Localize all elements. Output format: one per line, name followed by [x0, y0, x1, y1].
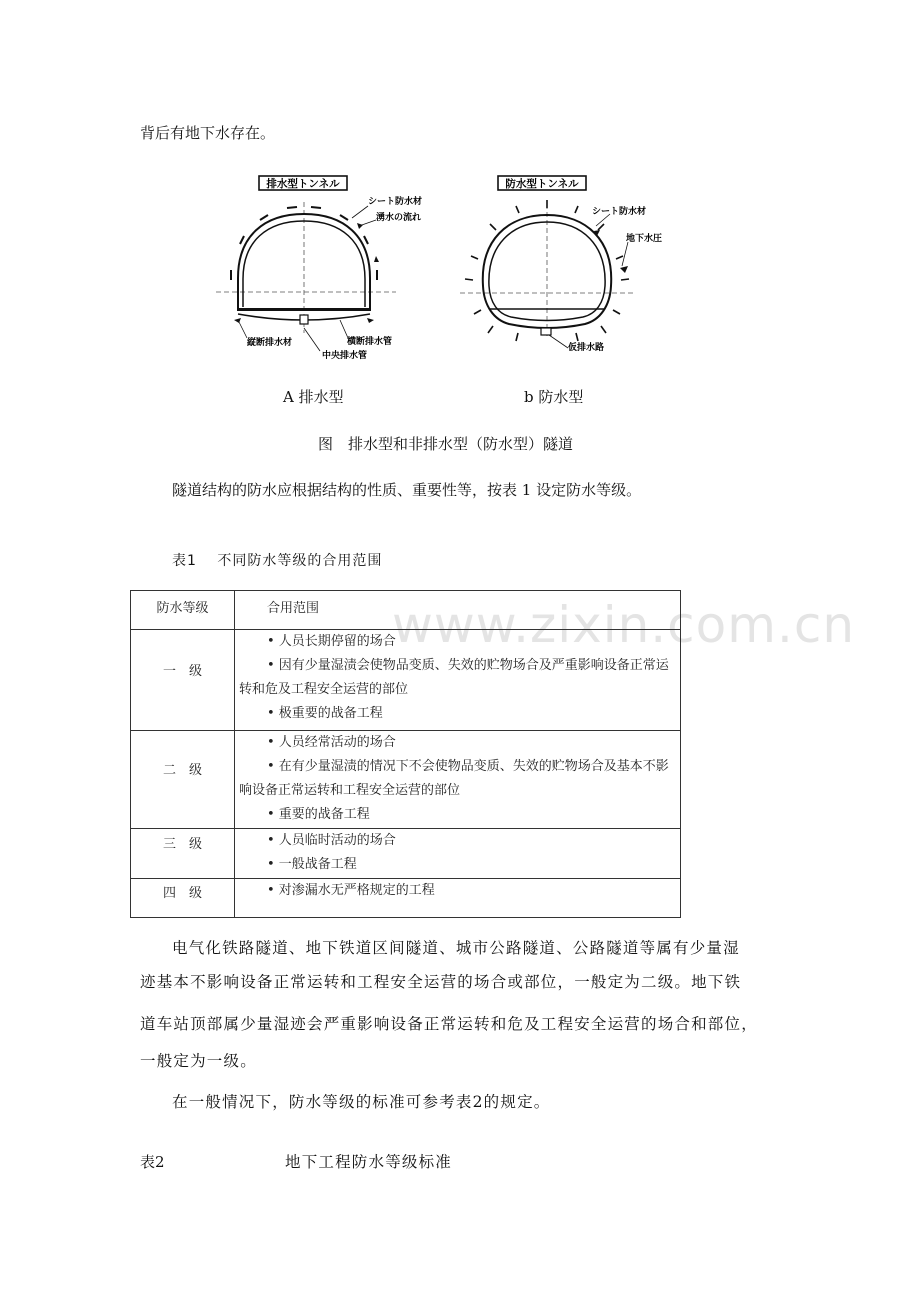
table-row: [131, 879, 681, 918]
waterproof-label-temp-drain: 仮排水路: [568, 343, 605, 353]
figure-caption-b: b 防水型: [524, 388, 584, 406]
paragraph-line: 一般定为一级。: [140, 1052, 257, 1070]
paragraph-line: 道车站顶部属少量湿迹会严重影响设备正常运转和危及工程安全运营的场合和部位，: [140, 1015, 758, 1033]
watermark: www.zixin.com.cn: [392, 596, 856, 654]
range-item: • 极重要的战备工程: [267, 706, 383, 721]
header-level: 防水等级: [131, 591, 235, 630]
range-item: • 重要的战备工程: [267, 807, 370, 822]
range-item: • 因有少量湿渍会使物品变质、失效的贮物场合及严重影响设备正常运转和危及工程安全运营的部位: [239, 658, 669, 697]
level-cell: 二 级: [131, 731, 235, 829]
intro-line: 背后有地下水存在。: [140, 124, 276, 142]
figure-title: 图 排水型和非排水型（防水型）隧道: [318, 435, 574, 453]
paragraph-line: 迹基本不影响设备正常运转和工程安全运营的场合或部位，一般定为二级。地下铁: [140, 973, 742, 991]
drainage-header: 排水型トンネル: [266, 178, 340, 190]
level-cell: 三 级: [131, 829, 235, 879]
waterproof-label-pressure: 地下水圧: [626, 234, 663, 244]
waterproof-tunnel-diagram: [450, 168, 680, 368]
waterproof-header: 防水型トンネル: [505, 178, 579, 190]
table-row: [131, 630, 681, 731]
range-item: • 人员长期停留的场合: [267, 634, 396, 649]
range-item: • 在有少量湿渍的情况下不会使物品变质、失效的贮物场合及基本不影响设备正常运转和工程安全运营的部位: [239, 759, 669, 798]
level-cell: 四 级: [131, 879, 235, 918]
drainage-label-central: 中央排水管: [322, 351, 368, 361]
header-range: 合用范围: [235, 591, 681, 630]
drainage-label-longitudinal: 縦断排水材: [247, 338, 293, 348]
table-header-row: [131, 591, 681, 630]
range-item: • 人员经常活动的场合: [267, 735, 396, 750]
paragraph-grading: 隧道结构的防水应根据结构的性质、重要性等，按表 1 设定防水等级。: [172, 481, 642, 499]
range-cell: [235, 829, 681, 879]
table-row: [131, 829, 681, 879]
drainage-label-transverse: 横断排水管: [347, 337, 393, 347]
drainage-tunnel-diagram: [200, 168, 430, 368]
range-item: • 对渗漏水无严格规定的工程: [267, 883, 435, 898]
paragraph-line: 电气化铁路隧道、地下铁道区间隧道、城市公路隧道、公路隧道等属有少量湿: [172, 939, 740, 957]
level-cell: 一 级: [131, 630, 235, 731]
waterproof-label-sheet: シート防水材: [592, 207, 647, 217]
table2-label: 表2: [140, 1153, 165, 1171]
table2-title: 地下工程防水等级标准: [285, 1153, 453, 1171]
range-cell: [235, 879, 681, 918]
table-row: [131, 731, 681, 829]
range-cell: [235, 731, 681, 829]
range-cell: [235, 630, 681, 731]
drainage-central-pipe: [300, 315, 308, 324]
figure-caption-a: A 排水型: [283, 388, 344, 406]
table1: [130, 590, 681, 918]
range-item: • 一般战备工程: [267, 857, 357, 872]
waterproof-temp-drain: [541, 328, 551, 335]
paragraph-reference: 在一般情况下，防水等级的标准可参考表2的规定。: [172, 1093, 551, 1111]
table1-caption: 表1 不同防水等级的合用范围: [172, 553, 383, 569]
drainage-label-seepage: 湧水の流れ: [376, 213, 422, 223]
drainage-label-sheet: シート防水材: [368, 197, 423, 207]
range-item: • 人员临时活动的场合: [267, 833, 396, 848]
